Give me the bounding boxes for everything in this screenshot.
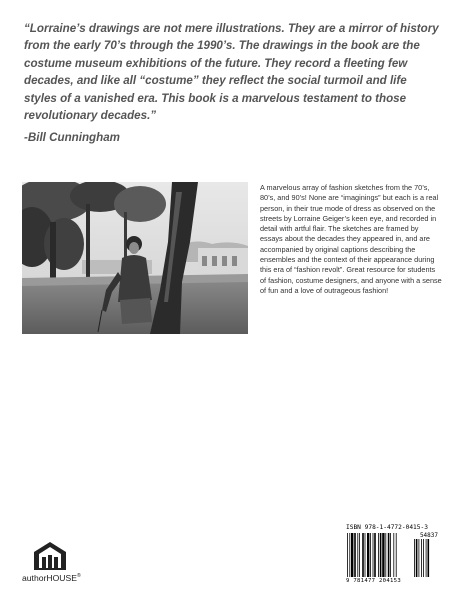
authorhouse-house-icon [30, 540, 70, 572]
publisher-name: authorHOUSE [22, 573, 77, 583]
author-photo [22, 182, 248, 334]
isbn-digits: 9 781477 204153 [346, 578, 402, 584]
book-description: A marvelous array of fashion sketches from the 70’s, 80’s, and 90’s! None are “imaginings” but each is a real person, in their true mode of dress as observed on the streets by Lorraine Geiger’s keen eye, and recorded in detail with artful flair. The sketches are framed by essays about the decades they appeared in, and are accompanied by original captions describing the ensembles and the context of their appearance during this era of “fashion revolt”. Great resource for students of fashion, costume designers, and anyone with a sense of fun and a love of outrageous fashion! [260, 183, 442, 295]
barcode-bars [346, 533, 438, 578]
price-code: 54837 [419, 532, 438, 539]
isbn-barcode [346, 524, 438, 586]
isbn-label: ISBN 978-1-4772-0415-3 [346, 524, 428, 531]
endorsement-quote: “Lorraine’s drawings are not mere illustrations. They are a mirror of history from the early 70’s through the 1990’s. The drawings in the book are the costume museum exhibitions of the future. They record a fleeting few decades, and like all “costume” they reflect the social turmoil and life styles of a vanished era. This book is a marvelous testament to those revolutionary decades.” [24, 22, 439, 123]
quote-attribution: -Bill Cunningham [24, 131, 120, 144]
registered-mark: ® [76, 573, 81, 579]
publisher-logo [22, 540, 84, 585]
